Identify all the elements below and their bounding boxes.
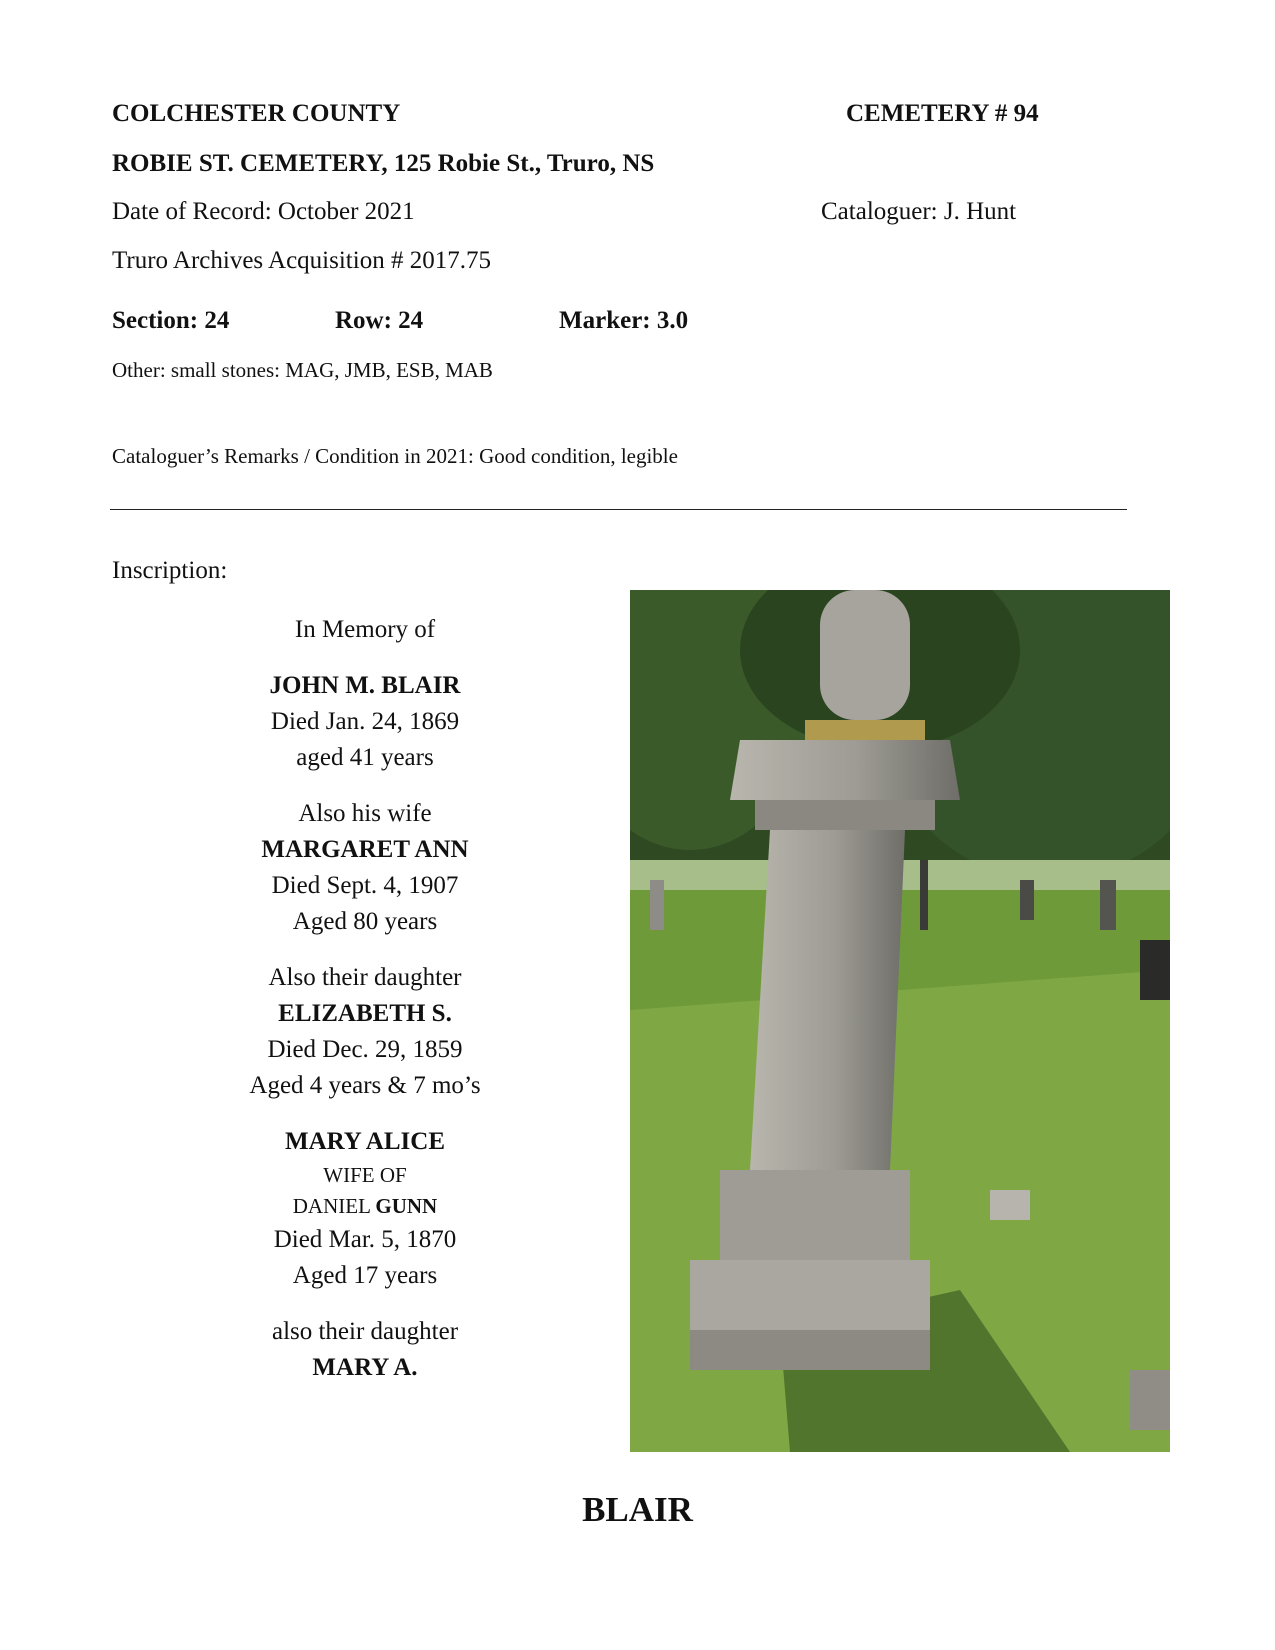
relation: also their daughter [271, 1318, 459, 1345]
death-date: Died Mar. 5, 1870 [273, 1226, 457, 1253]
section-field: Section: 24 [112, 307, 230, 334]
deceased-name: MARGARET ANN [261, 836, 469, 863]
gravestone-photo [630, 590, 1170, 1452]
inscription-margaret [195, 796, 535, 940]
gravestone-illustration [630, 590, 1170, 1452]
husband-first-name: DANIEL [292, 1194, 371, 1218]
row-field: Row: 24 [335, 307, 424, 334]
divider-line [110, 509, 1127, 510]
other-stones: Other: small stones: MAG, JMB, ESB, MAB [112, 358, 493, 382]
deceased-name: MARY A. [312, 1354, 418, 1381]
inscription-intro-group [195, 612, 535, 648]
inscription-elizabeth [195, 960, 535, 1104]
surname-caption: BLAIR [582, 1490, 693, 1529]
deceased-name: JOHN M. BLAIR [269, 672, 461, 699]
husband-name [195, 1191, 535, 1222]
husband-last-name: GUNN [375, 1194, 438, 1218]
relation: Also his wife [298, 800, 432, 827]
deceased-name: MARY ALICE [284, 1128, 445, 1155]
cataloguer: Cataloguer: J. Hunt [821, 198, 1017, 225]
deceased-name: ELIZABETH S. [278, 1000, 452, 1027]
inscription-label: Inscription: [112, 557, 228, 584]
inscription-john [195, 668, 535, 776]
marker-field: Marker: 3.0 [559, 307, 689, 334]
death-date: Died Sept. 4, 1907 [271, 872, 459, 899]
relation: Also their daughter [268, 964, 462, 991]
inscription-mary-alice [195, 1124, 535, 1294]
wife-of: WIFE OF [323, 1163, 407, 1187]
age: Aged 80 years [292, 908, 438, 935]
age: Aged 4 years & 7 mo’s [249, 1072, 481, 1099]
inscription-text [195, 612, 535, 1406]
cataloguer-remarks: Cataloguer’s Remarks / Condition in 2021: Good condition, legible [112, 444, 678, 468]
cemetery-name: ROBIE ST. CEMETERY, 125 Robie St., Truro, NS [112, 150, 655, 177]
death-date: Died Jan. 24, 1869 [270, 708, 460, 735]
inscription-mary-a [195, 1314, 535, 1386]
acquisition-number: Truro Archives Acquisition # 2017.75 [112, 247, 491, 274]
county-heading: COLCHESTER COUNTY [112, 100, 401, 127]
age: aged 41 years [296, 744, 434, 771]
cemetery-number: CEMETERY # 94 [846, 100, 1039, 127]
date-of-record: Date of Record: October 2021 [112, 198, 415, 225]
death-date: Died Dec. 29, 1859 [267, 1036, 463, 1063]
age: Aged 17 years [292, 1262, 438, 1289]
inscription-intro: In Memory of [294, 616, 436, 643]
